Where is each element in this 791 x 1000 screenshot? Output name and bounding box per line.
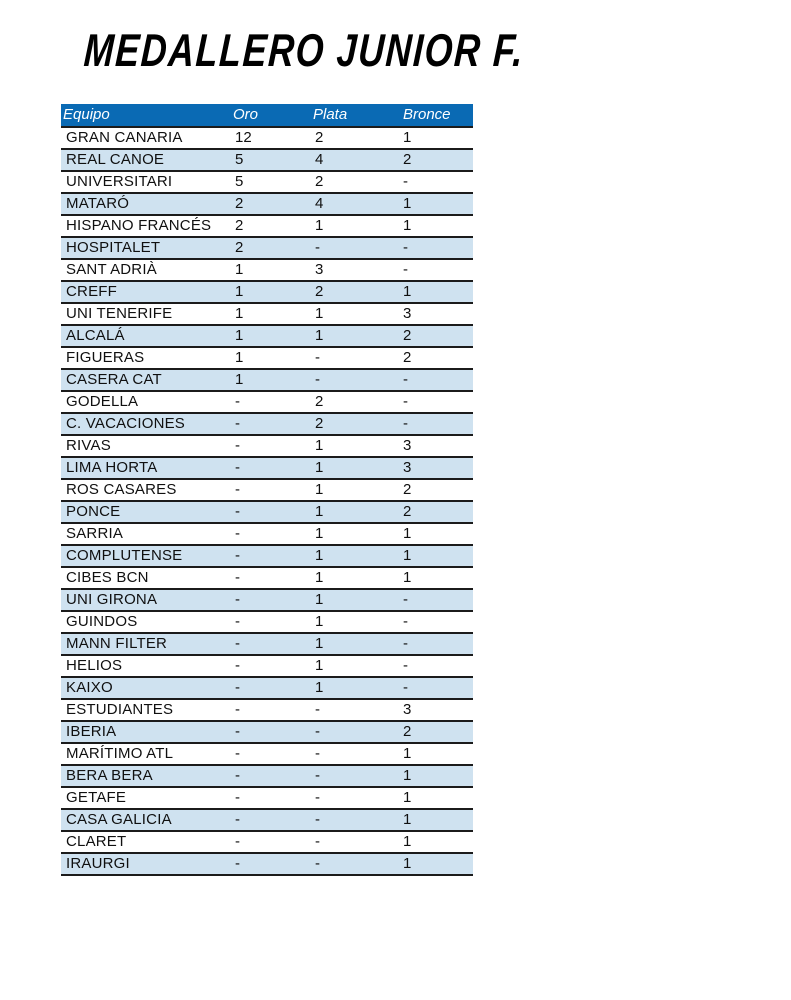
table-row: [61, 259, 473, 281]
team-cell: C. VACACIONES: [61, 413, 233, 435]
table-row: [61, 743, 473, 765]
gold-cell: 1: [233, 259, 313, 281]
silver-cell: 4: [313, 149, 401, 171]
table-body: [61, 127, 473, 875]
table-row: [61, 787, 473, 809]
table-row: [61, 391, 473, 413]
silver-cell: -: [313, 853, 401, 875]
table-row: [61, 369, 473, 391]
team-cell: CASA GALICIA: [61, 809, 233, 831]
bronze-cell: -: [401, 677, 473, 699]
bronze-cell: -: [401, 633, 473, 655]
silver-cell: 4: [313, 193, 401, 215]
bronze-cell: 1: [401, 127, 473, 149]
team-cell: HELIOS: [61, 655, 233, 677]
table-row: [61, 215, 473, 237]
silver-cell: 1: [313, 545, 401, 567]
silver-cell: -: [313, 347, 401, 369]
gold-cell: 5: [233, 171, 313, 193]
silver-cell: 2: [313, 413, 401, 435]
gold-cell: 5: [233, 149, 313, 171]
bronze-cell: -: [401, 413, 473, 435]
team-cell: RIVAS: [61, 435, 233, 457]
gold-cell: -: [233, 743, 313, 765]
gold-cell: 1: [233, 347, 313, 369]
silver-cell: -: [313, 765, 401, 787]
team-cell: CIBES BCN: [61, 567, 233, 589]
header-bronze: Bronce: [401, 104, 473, 127]
table-row: [61, 281, 473, 303]
table-row: [61, 853, 473, 875]
gold-cell: 2: [233, 193, 313, 215]
table-row: [61, 479, 473, 501]
team-cell: MATARÓ: [61, 193, 233, 215]
team-cell: GETAFE: [61, 787, 233, 809]
gold-cell: -: [233, 677, 313, 699]
silver-cell: -: [313, 809, 401, 831]
team-cell: LIMA HORTA: [61, 457, 233, 479]
bronze-cell: 2: [401, 347, 473, 369]
team-cell: UNI GIRONA: [61, 589, 233, 611]
bronze-cell: 1: [401, 215, 473, 237]
team-cell: PONCE: [61, 501, 233, 523]
bronze-cell: 1: [401, 809, 473, 831]
gold-cell: -: [233, 765, 313, 787]
gold-cell: -: [233, 633, 313, 655]
gold-cell: -: [233, 545, 313, 567]
silver-cell: 1: [313, 523, 401, 545]
silver-cell: -: [313, 369, 401, 391]
silver-cell: 1: [313, 611, 401, 633]
team-cell: ROS CASARES: [61, 479, 233, 501]
table-row: [61, 589, 473, 611]
silver-cell: -: [313, 831, 401, 853]
silver-cell: 1: [313, 435, 401, 457]
silver-cell: 1: [313, 479, 401, 501]
header-row: [61, 104, 473, 127]
header-team: Equipo: [61, 104, 233, 127]
bronze-cell: 1: [401, 193, 473, 215]
table-row: [61, 699, 473, 721]
gold-cell: -: [233, 391, 313, 413]
silver-cell: 1: [313, 655, 401, 677]
team-cell: SARRIA: [61, 523, 233, 545]
gold-cell: 1: [233, 325, 313, 347]
table-row: [61, 325, 473, 347]
table-row: [61, 677, 473, 699]
table-row: [61, 413, 473, 435]
table-row: [61, 721, 473, 743]
team-cell: REAL CANOE: [61, 149, 233, 171]
silver-cell: -: [313, 787, 401, 809]
silver-cell: -: [313, 721, 401, 743]
bronze-cell: -: [401, 171, 473, 193]
silver-cell: 1: [313, 303, 401, 325]
gold-cell: -: [233, 567, 313, 589]
bronze-cell: 1: [401, 787, 473, 809]
silver-cell: 2: [313, 171, 401, 193]
team-cell: FIGUERAS: [61, 347, 233, 369]
team-cell: GRAN CANARIA: [61, 127, 233, 149]
bronze-cell: 2: [401, 479, 473, 501]
bronze-cell: 1: [401, 281, 473, 303]
table-row: [61, 545, 473, 567]
gold-cell: -: [233, 655, 313, 677]
gold-cell: -: [233, 831, 313, 853]
bronze-cell: -: [401, 259, 473, 281]
bronze-cell: -: [401, 391, 473, 413]
team-cell: BERA BERA: [61, 765, 233, 787]
table-row: [61, 171, 473, 193]
gold-cell: -: [233, 457, 313, 479]
gold-cell: 1: [233, 369, 313, 391]
bronze-cell: 2: [401, 149, 473, 171]
team-cell: GODELLA: [61, 391, 233, 413]
gold-cell: -: [233, 853, 313, 875]
header-silver: Plata: [313, 104, 401, 127]
silver-cell: -: [313, 237, 401, 259]
gold-cell: -: [233, 413, 313, 435]
table-header: [61, 104, 473, 127]
gold-cell: 2: [233, 215, 313, 237]
gold-cell: 2: [233, 237, 313, 259]
bronze-cell: 1: [401, 545, 473, 567]
bronze-cell: 1: [401, 765, 473, 787]
team-cell: COMPLUTENSE: [61, 545, 233, 567]
page-title-container: [84, 22, 648, 78]
team-cell: UNIVERSITARI: [61, 171, 233, 193]
team-cell: UNI TENERIFE: [61, 303, 233, 325]
gold-cell: -: [233, 787, 313, 809]
gold-cell: -: [233, 589, 313, 611]
gold-cell: -: [233, 479, 313, 501]
gold-cell: -: [233, 435, 313, 457]
silver-cell: 1: [313, 567, 401, 589]
silver-cell: 1: [313, 589, 401, 611]
silver-cell: 3: [313, 259, 401, 281]
team-cell: CREFF: [61, 281, 233, 303]
bronze-cell: 3: [401, 435, 473, 457]
silver-cell: -: [313, 743, 401, 765]
table-row: [61, 809, 473, 831]
table-row: [61, 655, 473, 677]
bronze-cell: 2: [401, 501, 473, 523]
table-row: [61, 633, 473, 655]
gold-cell: -: [233, 699, 313, 721]
team-cell: CASERA CAT: [61, 369, 233, 391]
team-cell: MARÍTIMO ATL: [61, 743, 233, 765]
table-row: [61, 347, 473, 369]
bronze-cell: 3: [401, 699, 473, 721]
gold-cell: -: [233, 721, 313, 743]
bronze-cell: -: [401, 237, 473, 259]
table-row: [61, 523, 473, 545]
silver-cell: 1: [313, 325, 401, 347]
header-gold: Oro: [233, 104, 313, 127]
bronze-cell: -: [401, 589, 473, 611]
gold-cell: -: [233, 501, 313, 523]
bronze-cell: 3: [401, 303, 473, 325]
team-cell: SANT ADRIÀ: [61, 259, 233, 281]
bronze-cell: 3: [401, 457, 473, 479]
table-row: [61, 127, 473, 149]
bronze-cell: -: [401, 369, 473, 391]
silver-cell: 1: [313, 677, 401, 699]
medal-table: [61, 104, 473, 876]
table-row: [61, 149, 473, 171]
table-row: [61, 303, 473, 325]
gold-cell: 12: [233, 127, 313, 149]
team-cell: HOSPITALET: [61, 237, 233, 259]
team-cell: GUINDOS: [61, 611, 233, 633]
silver-cell: 2: [313, 127, 401, 149]
team-cell: ALCALÁ: [61, 325, 233, 347]
silver-cell: 1: [313, 457, 401, 479]
table-row: [61, 193, 473, 215]
team-cell: IRAURGI: [61, 853, 233, 875]
bronze-cell: 2: [401, 721, 473, 743]
gold-cell: 1: [233, 303, 313, 325]
table-row: [61, 567, 473, 589]
silver-cell: 1: [313, 215, 401, 237]
team-cell: KAIXO: [61, 677, 233, 699]
bronze-cell: -: [401, 611, 473, 633]
table-row: [61, 611, 473, 633]
table-row: [61, 457, 473, 479]
silver-cell: -: [313, 699, 401, 721]
silver-cell: 1: [313, 633, 401, 655]
team-cell: ESTUDIANTES: [61, 699, 233, 721]
silver-cell: 1: [313, 501, 401, 523]
gold-cell: -: [233, 523, 313, 545]
bronze-cell: 1: [401, 743, 473, 765]
silver-cell: 2: [313, 281, 401, 303]
table-row: [61, 831, 473, 853]
team-cell: CLARET: [61, 831, 233, 853]
gold-cell: -: [233, 809, 313, 831]
bronze-cell: 1: [401, 853, 473, 875]
bronze-cell: -: [401, 655, 473, 677]
table-row: [61, 765, 473, 787]
team-cell: MANN FILTER: [61, 633, 233, 655]
table-row: [61, 501, 473, 523]
team-cell: IBERIA: [61, 721, 233, 743]
table-row: [61, 435, 473, 457]
bronze-cell: 1: [401, 831, 473, 853]
team-cell: HISPANO FRANCÉS: [61, 215, 233, 237]
bronze-cell: 1: [401, 523, 473, 545]
table-row: [61, 237, 473, 259]
gold-cell: -: [233, 611, 313, 633]
gold-cell: 1: [233, 281, 313, 303]
page-title: MEDALLERO JUNIOR F.: [82, 24, 526, 76]
bronze-cell: 2: [401, 325, 473, 347]
silver-cell: 2: [313, 391, 401, 413]
bronze-cell: 1: [401, 567, 473, 589]
